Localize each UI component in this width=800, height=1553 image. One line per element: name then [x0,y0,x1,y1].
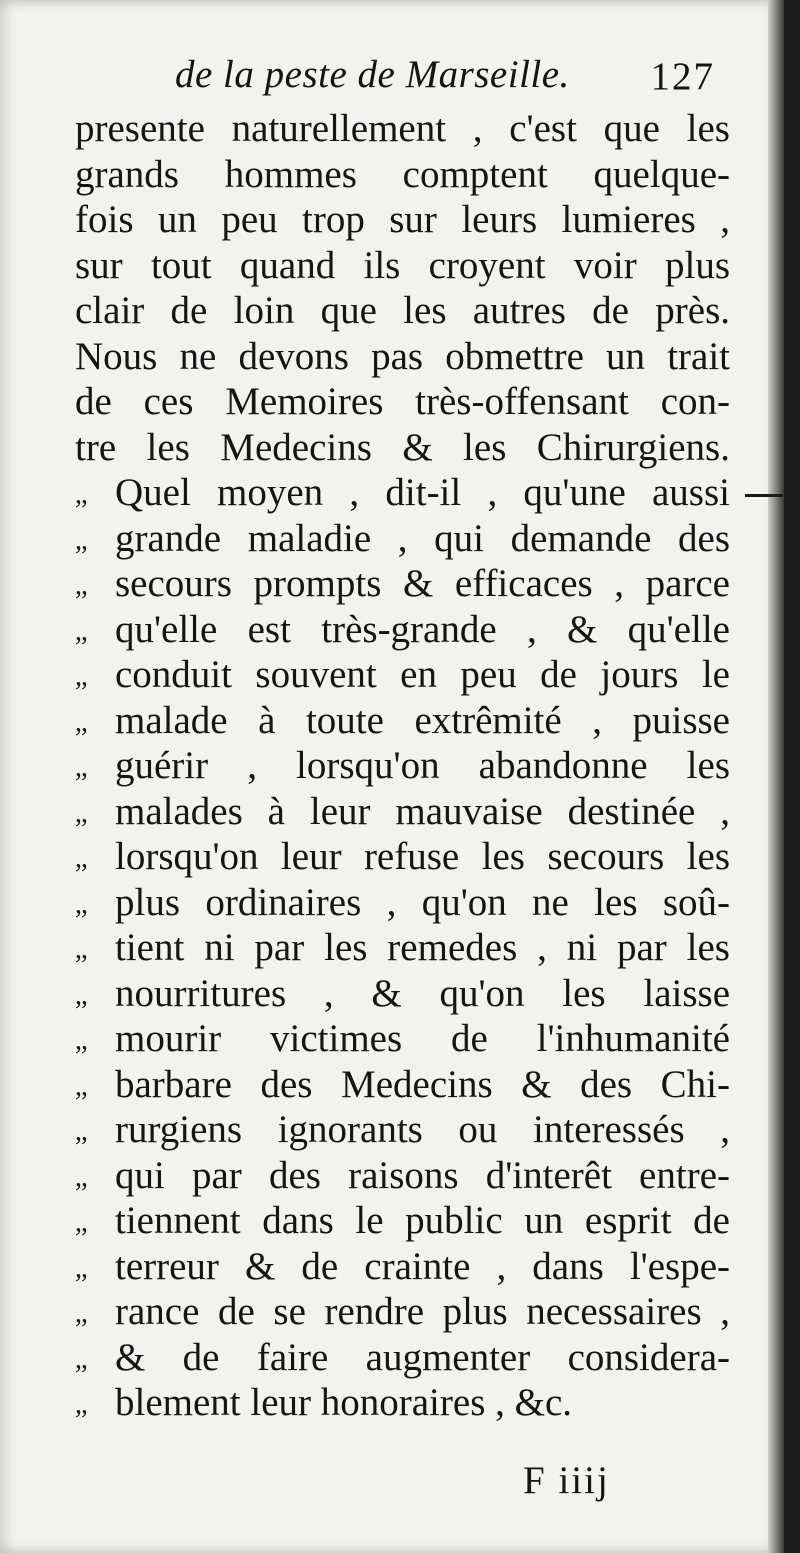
text-line [75,1380,730,1426]
line-text: sur tout quand ils croyent voir plus [75,243,730,287]
text-line [75,1107,730,1153]
text-line [75,470,730,516]
line-text: nourritures , & qu'on les laisse [115,971,730,1015]
line-text: grande maladie , qui demande des [115,516,730,560]
line-text: qu'elle est très-grande , & qu'elle [115,607,730,651]
line-text: blement leur honoraires , &c. [115,1381,573,1424]
quotation-mark: ,, [75,979,87,1011]
quotation-mark: ,, [75,706,87,738]
quotation-mark: ,, [75,1207,87,1238]
running-title: de la peste de Marseille. [175,53,570,96]
line-text: rurgiens ignorants ou interessés , [115,1108,730,1151]
quotation-mark: ,, [75,888,87,920]
quotation-mark: ,, [75,570,87,601]
text-line [75,834,730,880]
text-line [75,652,730,698]
line-text: plus ordinaires , qu'on ne les soû- [115,880,730,924]
line-text: malades à leur mauvaise destinée , [115,789,730,833]
text-line [75,1016,730,1062]
text-line [75,925,730,971]
text-line [75,1153,730,1199]
text-line [75,971,730,1017]
text-line [75,880,730,926]
quotation-mark: ,, [75,1298,87,1329]
line-text: fois un peu trop sur leurs lumieres , [75,198,730,241]
text-line [75,152,730,198]
quotation-mark: ,, [75,1070,87,1102]
page-number: 127 [650,55,715,98]
line-text: mourir victimes de l'inhumanité [115,1017,730,1060]
quotation-mark: ,, [75,1252,87,1284]
line-text: conduit souvent en peu de jours le [115,653,730,696]
text-line [75,561,730,607]
line-text: de ces Memoires très-offensant con- [75,380,730,423]
quotation-mark: ,, [75,1161,87,1193]
text-line [75,1198,730,1244]
margin-dash-mark [745,494,783,497]
text-line [75,243,730,289]
line-text: tiennent dans le public un esprit de [115,1199,730,1242]
quotation-mark: ,, [75,797,87,829]
text-line [75,1244,730,1290]
signature-mark: F iiij [523,1459,610,1502]
quotation-mark: ,, [75,1025,87,1056]
line-text: secours prompts & efficaces , parce [115,562,730,605]
text-line [75,288,730,334]
line-text: Nous ne devons pas obmettre un trait [75,334,730,378]
text-line [75,425,730,471]
text-line [75,106,730,152]
text-line [75,1335,730,1381]
quotation-mark: ,, [75,1116,87,1147]
body-text [75,106,730,1426]
line-text: malade à toute extrêmité , puisse [115,698,730,742]
text-line [75,1289,730,1335]
quotation-mark: ,, [75,524,87,556]
text-line [75,334,730,380]
quotation-mark: ,, [75,479,87,510]
line-text: lorsqu'on leur refuse les secours les [115,835,730,878]
text-line [75,197,730,243]
line-text: clair de loin que les autres de près. [75,289,730,332]
line-text: terreur & de crainte , dans l'espe- [115,1244,730,1288]
line-text: presente naturellement , c'est que les [75,107,730,150]
line-text: tre les Medecins & les Chirurgiens. [75,425,730,469]
quotation-mark: ,, [75,615,87,647]
line-text: & de faire augmenter considera- [115,1335,730,1379]
text-line [75,379,730,425]
text-line [75,516,730,562]
line-text: Quel moyen , dit-il , qu'une aussi [115,471,730,514]
quotation-mark: ,, [75,1389,87,1420]
line-text: guérir , lorsqu'on abandonne les [115,744,730,787]
text-line [75,607,730,653]
line-text: qui par des raisons d'interêt entre- [115,1153,730,1197]
text-line [75,698,730,744]
quotation-mark: ,, [75,661,87,692]
page-edge-shadow [768,0,784,1553]
text-line [75,1062,730,1108]
text-line [75,743,730,789]
line-text: tient ni par les remedes , ni par les [115,926,730,969]
quotation-mark: ,, [75,843,87,874]
line-text: barbare des Medecins & des Chi- [115,1062,730,1106]
quotation-mark: ,, [75,934,87,965]
quotation-mark: ,, [75,1343,87,1375]
page-header [175,52,715,112]
text-line [75,789,730,835]
line-text: grands hommes comptent quelque- [75,152,730,196]
line-text: rance de se rendre plus necessaires , [115,1290,730,1333]
quotation-mark: ,, [75,752,87,783]
